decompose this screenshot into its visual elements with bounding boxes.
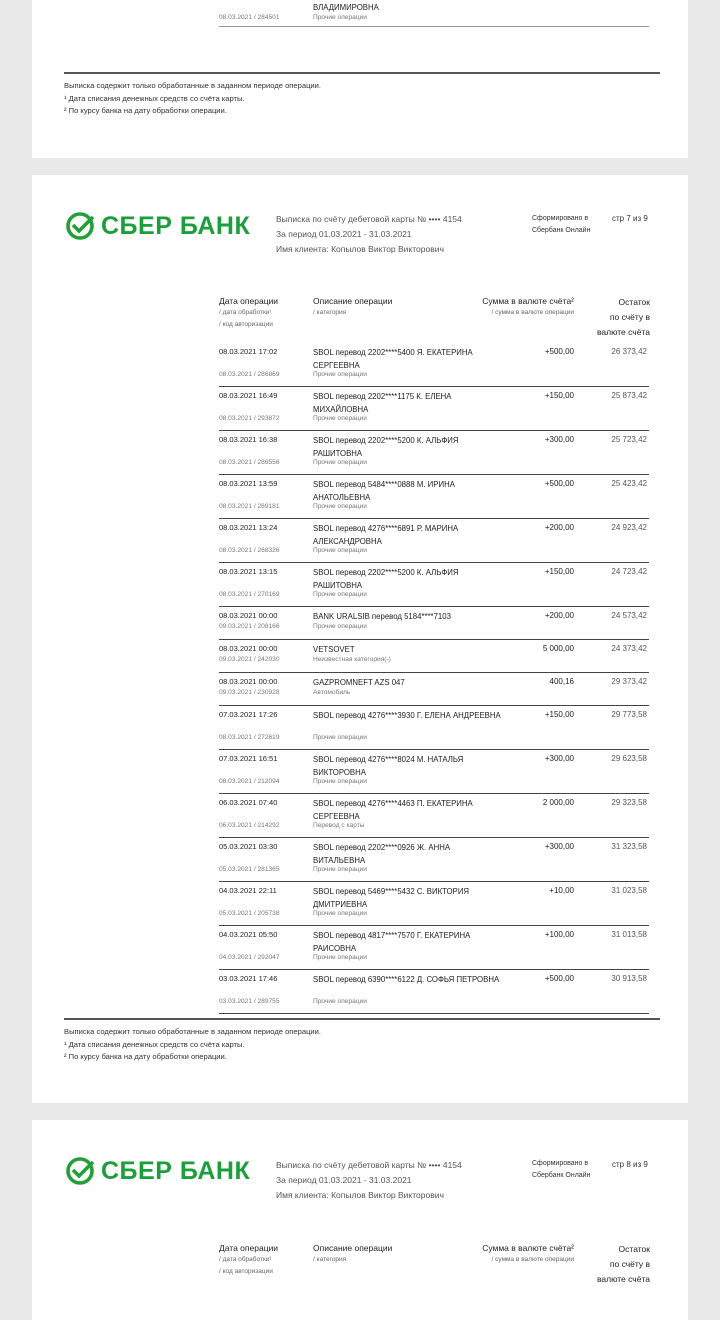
table-row <box>219 387 649 431</box>
footnote-2: ² По курсу банка на дату обработки операции. <box>64 1052 227 1061</box>
sber-logo-icon <box>65 211 95 241</box>
row-description: SBOL перевод 2202****5400 Я. ЕКАТЕРИНА СЕРГЕЕВНА <box>313 348 473 370</box>
col-amount-header <box>472 1242 574 1266</box>
table-row <box>219 750 649 794</box>
formed-line-2: Сбербанк Онлайн <box>532 227 591 234</box>
col-date-sub2: / код авторизации <box>219 321 273 328</box>
row-date: 08.03.2021 13:15 <box>219 567 278 576</box>
row-date: 08.03.2021 13:24 <box>219 523 278 532</box>
sber-wordmark: СБЕР БАНК <box>101 1156 251 1185</box>
row-amount: +300,00 <box>544 435 574 444</box>
row-auth: 03.03.2021 / 289755 <box>219 998 280 1005</box>
table-row <box>219 838 649 882</box>
row-auth: 08.03.2021 / 293872 <box>219 415 280 422</box>
row-amount: +150,00 <box>544 567 574 576</box>
row-amount: 400,16 <box>549 677 574 686</box>
row-auth: 08.03.2021 / 268326 <box>219 547 280 554</box>
col-date-header <box>219 1242 278 1278</box>
row-date: 03.03.2021 17:46 <box>219 974 278 983</box>
row-date: 08.03.2021 16:49 <box>219 391 278 400</box>
row-category: Прочие операции <box>313 778 367 785</box>
row-balance: 24 373,42 <box>611 644 647 653</box>
row-balance: 29 773,58 <box>611 710 647 719</box>
row-category: Автомобиль <box>313 689 351 696</box>
row-amount: +150,00 <box>544 710 574 719</box>
row-balance: 30 913,58 <box>611 974 647 983</box>
col-amount-title: Сумма в валюте счёта² <box>482 296 574 306</box>
footnote-1: ¹ Дата списания денежных средств со счёта карты. <box>64 93 245 103</box>
row-auth: 08.03.2021 / 289181 <box>219 503 280 510</box>
footnote-2: ² По курсу банка на дату обработки операции. <box>64 106 227 115</box>
row-auth: 05.03.2021 / 205738 <box>219 910 280 917</box>
table-row <box>219 882 649 926</box>
row-category: Неизвестная категория(-) <box>313 656 391 663</box>
row-auth: 05.03.2021 / 281365 <box>219 866 280 873</box>
row-category: Прочие операции <box>313 910 367 917</box>
table-row <box>219 706 649 750</box>
col-desc-header <box>313 295 392 319</box>
statement-period: За период 01.03.2021 - 31.03.2021 <box>276 1175 412 1185</box>
row-amount: +10,00 <box>549 886 574 895</box>
col-desc-sub: / категория <box>313 1256 347 1263</box>
col-balance-title-2: по счёту в <box>609 1259 650 1269</box>
statement-title: Выписка по счёту дебетовой карты № •••• 4154 <box>276 214 462 224</box>
col-balance-title-3: валюте счёта <box>596 327 650 337</box>
row-date: 08.03.2021 00:00 <box>219 644 278 653</box>
row-amount: +200,00 <box>544 523 574 532</box>
row-description: SBOL перевод 2202****5200 К. АЛЬФИЯ РАШИТОВНА <box>313 568 459 590</box>
row-balance: 25 873,42 <box>611 391 647 400</box>
col-date-title: Дата операции <box>219 296 279 306</box>
row-balance: 25 423,42 <box>611 479 647 488</box>
row-date: 07.03.2021 16:51 <box>219 754 278 763</box>
row-date: 04.03.2021 22:11 <box>219 886 277 895</box>
row-date: 08.03.2021 13:59 <box>219 479 278 488</box>
row-description: SBOL перевод 2202****1175 К. ЕЛЕНА МИХАЙЛОВНА <box>313 392 452 414</box>
row-description: SBOL перевод 2202****5200 К. АЛЬФИЯ РАШИТОВНА <box>313 436 459 458</box>
statement-header <box>276 212 462 257</box>
footnotes <box>64 72 660 118</box>
col-date-header <box>219 295 278 331</box>
row-description: SBOL перевод 5469****5432 С. ВИКТОРИЯ ДМИТРИЕВНА <box>313 887 470 909</box>
table-row <box>219 563 649 607</box>
col-balance-header <box>580 295 650 340</box>
statement-page-8 <box>32 1120 688 1320</box>
col-date-sub1: / дата обработки¹ <box>219 1256 272 1263</box>
table-row <box>219 343 649 387</box>
formed-line-1: Сформировано в <box>532 215 589 222</box>
row-description: SBOL перевод 4817****7570 Г. ЕКАТЕРИНА РАИСОВНА <box>313 931 471 953</box>
row-date: 07.03.2021 17:26 <box>219 710 278 719</box>
row-date: 08.03.2021 17:02 <box>219 347 278 356</box>
row-balance: 29 323,58 <box>611 798 647 807</box>
row-divider <box>219 26 649 27</box>
table-row <box>219 607 649 640</box>
row-category: Прочие операции <box>313 623 367 630</box>
row-category-tail: Прочие операции <box>313 14 367 21</box>
row-date: 04.03.2021 05:50 <box>219 930 278 939</box>
page-number: стр 7 из 9 <box>612 214 648 223</box>
sber-logo <box>65 211 250 241</box>
row-balance: 24 723,42 <box>611 567 647 576</box>
row-category: Прочие операции <box>313 415 367 422</box>
row-category: Прочие операции <box>313 459 367 466</box>
col-balance-title-1: Остаток <box>618 297 650 307</box>
col-date-sub1: / дата обработки¹ <box>219 309 272 316</box>
col-amount-header <box>472 295 574 319</box>
row-auth: 09.03.2021 / 242030 <box>219 656 280 663</box>
col-balance-title-3: валюте счёта <box>596 1274 650 1284</box>
row-auth: 09.03.2021 / 208166 <box>219 623 280 630</box>
row-amount: +500,00 <box>544 347 574 356</box>
row-date: 08.03.2021 16:38 <box>219 435 278 444</box>
client-name: Имя клиента: Копылов Виктор Викторович <box>276 244 444 254</box>
col-date-title: Дата операции <box>219 1243 279 1253</box>
row-description: SBOL перевод 4276****3930 Г. ЕЛЕНА АНДРЕЕВНА <box>313 711 501 720</box>
col-amount-sub: / сумма в валюте операции <box>491 1256 574 1263</box>
footnote-0: Выписка содержит только обработанные в заданном периоде операции. <box>64 1027 322 1036</box>
table-row <box>219 431 649 475</box>
row-balance: 29 623,58 <box>611 754 647 763</box>
statement-page-7 <box>32 175 688 1103</box>
footnote-0: Выписка содержит только обработанные в заданном периоде операции. <box>64 81 322 90</box>
row-amount: +300,00 <box>544 754 574 763</box>
row-auth: 08.03.2021 / 270169 <box>219 591 280 598</box>
row-balance: 24 573,42 <box>611 611 647 620</box>
row-balance: 26 373,42 <box>611 347 647 356</box>
row-balance: 31 013,58 <box>611 930 647 939</box>
row-amount: 5 000,00 <box>542 644 574 653</box>
row-balance: 29 373,42 <box>611 677 647 686</box>
col-balance-title-1: Остаток <box>618 1244 650 1254</box>
row-auth: 08.03.2021 / 286556 <box>219 459 280 466</box>
row-auth: 06.03.2021 / 214292 <box>219 822 280 829</box>
row-auth-tail: 08.03.2021 / 284501 <box>219 14 280 21</box>
row-description: VETSOVET <box>313 645 355 654</box>
statement-page-6-tail <box>32 0 688 158</box>
table-row <box>219 519 649 563</box>
table-row <box>219 640 649 673</box>
row-description: SBOL перевод 2202****0926 Ж. АННА ВИТАЛЬЕВНА <box>313 843 451 865</box>
row-amount: +150,00 <box>544 391 574 400</box>
row-description: SBOL перевод 4276****4463 П. ЕКАТЕРИНА СЕРГЕЕВНА <box>313 799 473 821</box>
row-category: Прочие операции <box>313 547 367 554</box>
row-amount: +500,00 <box>544 479 574 488</box>
row-description: GAZPROMNEFT AZS 047 <box>313 678 405 687</box>
col-balance-header <box>580 1242 650 1287</box>
row-amount: +200,00 <box>544 611 574 620</box>
row-amount: 2 000,00 <box>542 798 574 807</box>
formed-in <box>532 213 590 237</box>
row-balance: 31 323,58 <box>611 842 647 851</box>
formed-in <box>532 1158 590 1182</box>
page-number: стр 8 из 9 <box>612 1160 648 1169</box>
row-description: SBOL перевод 5484****0888 М. ИРИНА АНАТОЛЬЕВНА <box>313 480 455 502</box>
row-balance: 25 723,42 <box>611 435 647 444</box>
sber-logo-icon <box>65 1156 95 1186</box>
col-desc-title: Описание операции <box>313 1243 393 1253</box>
row-desc-tail: ВЛАДИМИРОВНА <box>313 3 379 12</box>
col-date-sub2: / код авторизации <box>219 1268 273 1275</box>
sber-logo <box>65 1156 250 1186</box>
row-auth: 08.03.2021 / 272619 <box>219 734 280 741</box>
row-description: SBOL перевод 6390****6122 Д. СОФЬЯ ПЕТРОВНА <box>313 975 500 984</box>
row-category: Прочие операции <box>313 954 367 961</box>
table-row <box>219 926 649 970</box>
table-row <box>219 475 649 519</box>
formed-line-2: Сбербанк Онлайн <box>532 1172 591 1179</box>
row-category: Прочие операции <box>313 998 367 1005</box>
row-date: 05.03.2021 03:30 <box>219 842 278 851</box>
client-name: Имя клиента: Копылов Виктор Викторович <box>276 1190 444 1200</box>
row-auth: 08.03.2021 / 286869 <box>219 371 280 378</box>
transactions-table <box>219 343 649 1014</box>
row-amount: +300,00 <box>544 842 574 851</box>
row-category: Прочие операции <box>313 734 367 741</box>
row-date: 08.03.2021 00:00 <box>219 611 278 620</box>
col-balance-title-2: по счёту в <box>609 312 650 322</box>
col-amount-title: Сумма в валюте счёта² <box>482 1243 574 1253</box>
table-row <box>219 673 649 706</box>
row-auth: 09.03.2021 / 230928 <box>219 689 280 696</box>
footnotes <box>64 1018 660 1064</box>
row-balance: 24 923,42 <box>611 523 647 532</box>
row-description: SBOL перевод 4276****8024 М. НАТАЛЬЯ ВИКТОРОВНА <box>313 755 464 777</box>
footnote-1: ¹ Дата списания денежных средств со счёта карты. <box>64 1039 245 1049</box>
table-row <box>219 794 649 838</box>
row-category: Прочие операции <box>313 591 367 598</box>
row-category: Прочие операции <box>313 503 367 510</box>
row-date: 06.03.2021 07:40 <box>219 798 278 807</box>
col-amount-sub: / сумма в валюте операции <box>491 309 574 316</box>
row-description: BANK URALSIB перевод 5184****7103 <box>313 612 451 621</box>
col-desc-title: Описание операции <box>313 296 393 306</box>
statement-period: За период 01.03.2021 - 31.03.2021 <box>276 229 412 239</box>
col-desc-sub: / категория <box>313 309 347 316</box>
row-amount: +100,00 <box>544 930 574 939</box>
row-auth: 04.03.2021 / 292047 <box>219 954 280 961</box>
row-category: Прочие операции <box>313 866 367 873</box>
col-desc-header <box>313 1242 392 1266</box>
row-balance: 31 023,58 <box>611 886 647 895</box>
sber-wordmark: СБЕР БАНК <box>101 211 251 240</box>
row-amount: +500,00 <box>544 974 574 983</box>
row-auth: 08.03.2021 / 212094 <box>219 778 280 785</box>
statement-header <box>276 1158 462 1203</box>
row-category: Прочие операции <box>313 371 367 378</box>
table-row <box>219 970 649 1014</box>
statement-title: Выписка по счёту дебетовой карты № •••• 4154 <box>276 1160 462 1170</box>
formed-line-1: Сформировано в <box>532 1160 589 1167</box>
row-category: Перевод с карты <box>313 822 365 829</box>
row-date: 08.03.2021 00:00 <box>219 677 278 686</box>
row-description: SBOL перевод 4276****6891 Р. МАРИНА АЛЕКСАНДРОВНА <box>313 524 459 546</box>
